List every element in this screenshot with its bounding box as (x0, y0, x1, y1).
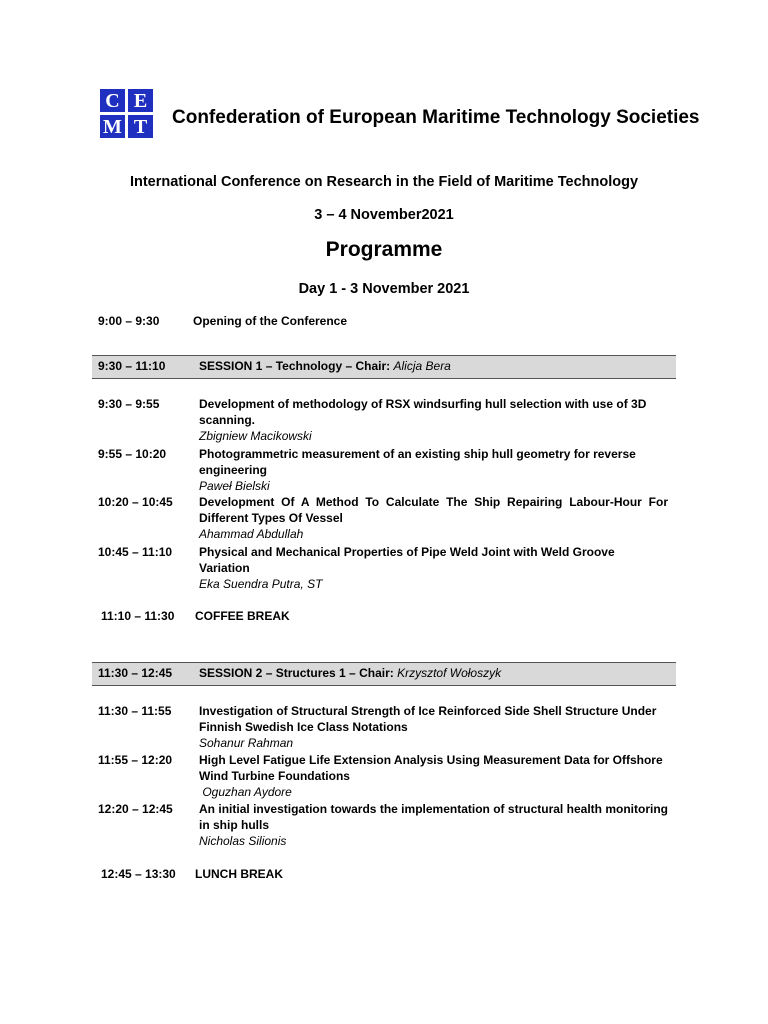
conference-title: International Conference on Research in the Field of Maritime Technology (129, 174, 639, 190)
logo-letter: T (128, 115, 153, 138)
talk-time: 9:55 – 10:20 (98, 447, 167, 461)
talk-author: Paweł Bielski (199, 479, 270, 493)
organization-name: Confederation of European Maritime Technology Societies (172, 107, 700, 128)
coffee-break-label: COFFEE BREAK (195, 609, 290, 623)
conference-dates: 3 – 4 November2021 (314, 207, 454, 223)
lunch-break-label: LUNCH BREAK (195, 867, 283, 881)
talk-author: Sohanur Rahman (199, 736, 294, 750)
talk-time: 10:20 – 10:45 (98, 495, 173, 509)
talk-time: 11:30 – 11:55 (98, 704, 172, 718)
opening-label: Opening of the Conference (193, 314, 348, 328)
talk-time: 10:45 – 11:10 (98, 545, 173, 559)
talk-title-text: Development of methodology of RSX windsurfing hull selection with use of 3D scanning. (199, 397, 647, 427)
opening-time: 9:00 – 9:30 (98, 314, 160, 328)
session-1-header (92, 355, 676, 379)
talk-author: Nicholas Silionis (199, 834, 287, 848)
talk-title-text: High Level Fatigue Life Extension Analysis Using Measurement Data for Offshore Wind Turbine Foundations (199, 753, 663, 783)
talk-title (199, 752, 668, 800)
logo-letter: E (128, 89, 153, 112)
programme-heading: Programme (325, 238, 443, 261)
session-2-chair: Krzysztof Wołoszyk (397, 666, 502, 680)
talk-time: 12:20 – 12:45 (98, 802, 173, 816)
talk-time: 11:55 – 12:20 (98, 753, 173, 767)
talk-author: Ahammad Abdullah (199, 527, 304, 541)
talk-author: Eka Suendra Putra, ST (199, 577, 323, 591)
talk-title (199, 494, 668, 542)
coffee-break-time: 11:10 – 11:30 (101, 609, 175, 623)
talk-title-text: Physical and Mechanical Properties of Pipe Weld Joint with Weld Groove Variation (199, 545, 615, 575)
talk-title (199, 396, 668, 444)
session-2-time: 11:30 – 12:45 (98, 666, 173, 680)
session-2-title (199, 666, 501, 680)
talk-author: Oguzhan Aydore (199, 785, 292, 799)
talk-title (199, 703, 668, 751)
talk-title (199, 544, 668, 592)
session-2-header (92, 662, 676, 686)
session-1-title (199, 359, 451, 373)
logo-letter: M (100, 115, 125, 138)
session-1-time: 9:30 – 11:10 (98, 359, 166, 373)
logo-letter: C (100, 89, 125, 112)
talk-title-text: Photogrammetric measurement of an existing ship hull geometry for reverse engineering (199, 447, 636, 477)
talk-title-text: Investigation of Structural Strength of Ice Reinforced Side Shell Structure Under Finnish Swedish Ice Class Notations (199, 704, 657, 734)
session-2-label: SESSION 2 – Structures 1 – Chair: (199, 666, 398, 680)
session-1-label: SESSION 1 – Technology – Chair: (199, 359, 394, 373)
talk-title-text: An initial investigation towards the implementation of structural health monitoring in ship hulls (199, 802, 668, 832)
talk-title-text: Development Of A Method To Calculate The Ship Repairing Labour-Hour For Different Types Of Vessel (199, 495, 668, 525)
day-heading: Day 1 - 3 November 2021 (298, 281, 470, 297)
talk-author: Zbigniew Macikowski (199, 429, 312, 443)
talk-title (199, 446, 668, 494)
cemt-logo (100, 89, 154, 138)
session-1-chair: Alicja Bera (393, 359, 451, 373)
lunch-break-time: 12:45 – 13:30 (101, 867, 176, 881)
talk-time: 9:30 – 9:55 (98, 397, 160, 411)
talk-title (199, 801, 668, 849)
